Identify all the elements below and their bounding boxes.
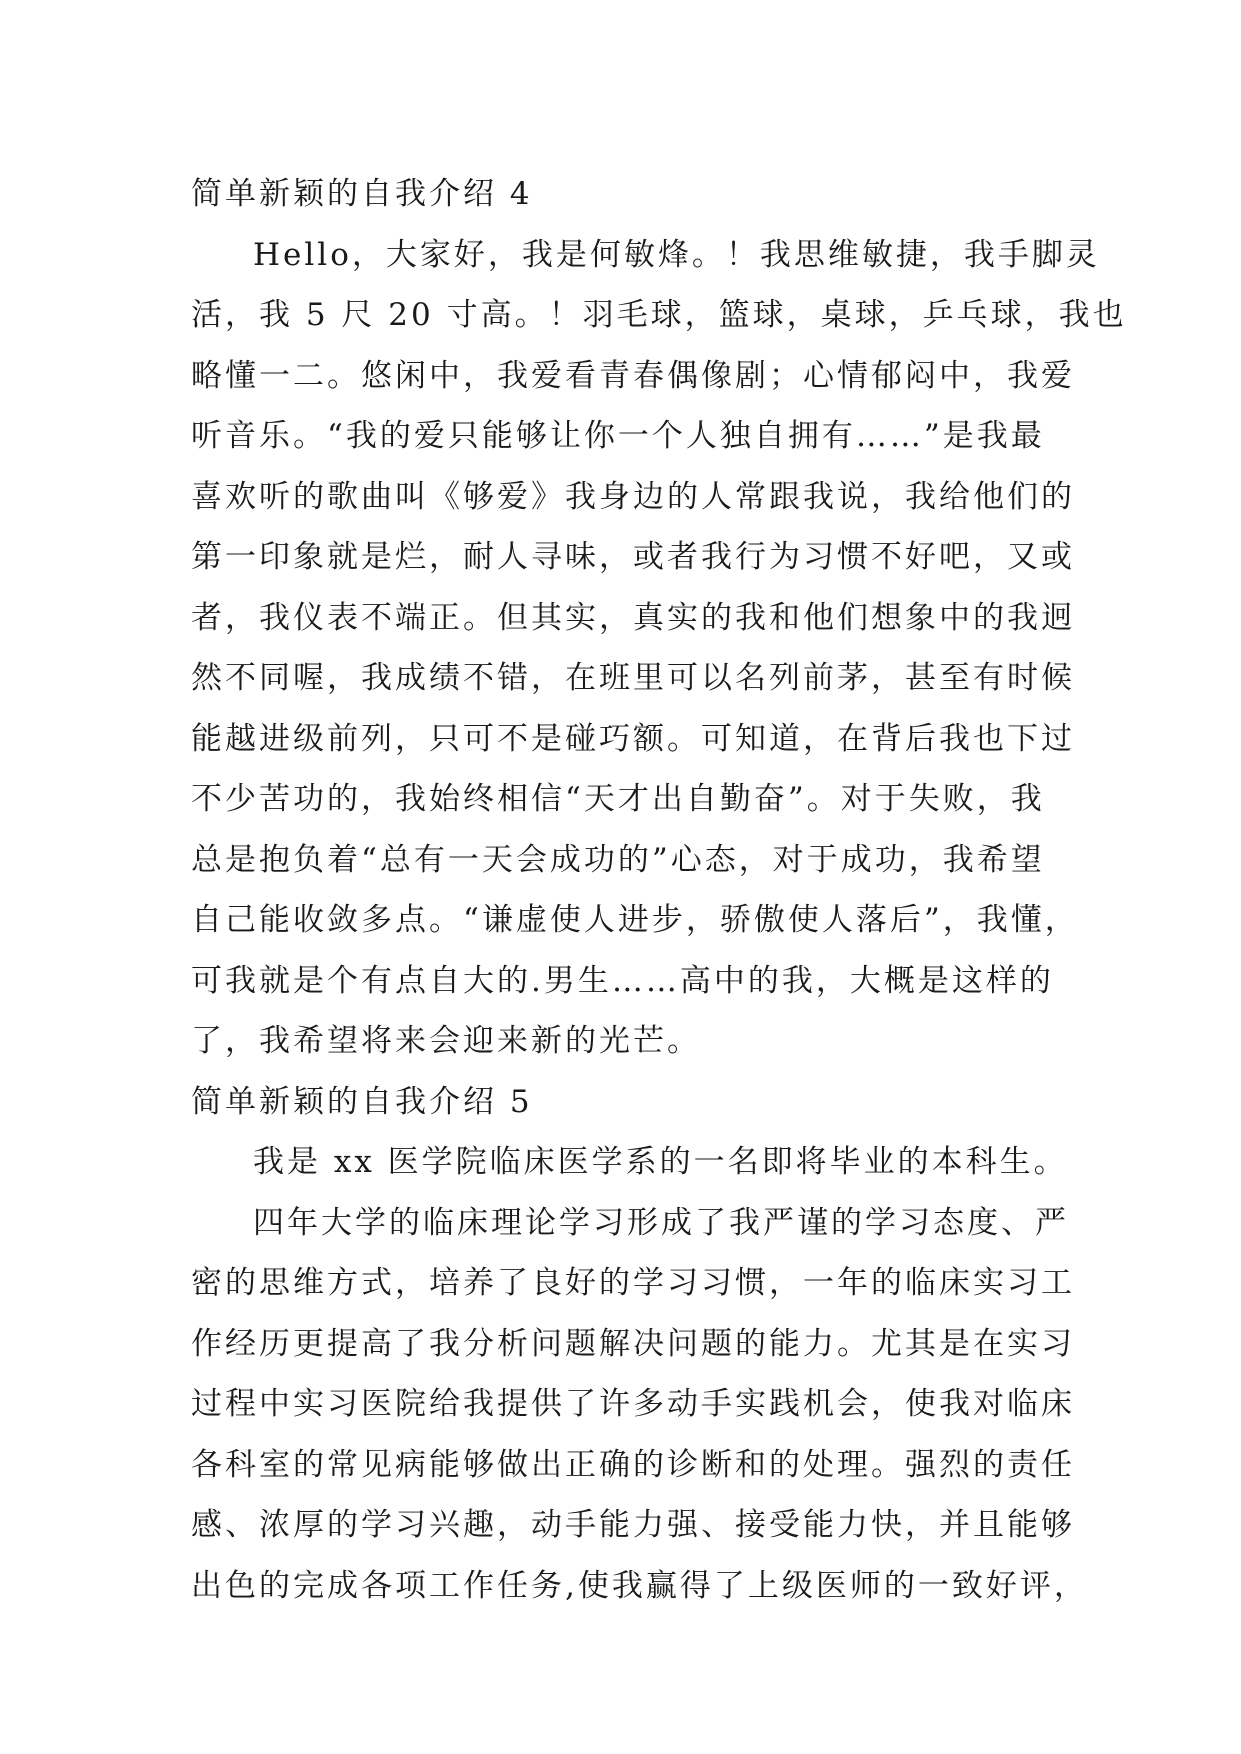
text-line: 听音乐。“我的爱只能够让你一个人独自拥有……”是我最 [191, 418, 1045, 454]
text-line: 不少苦功的，我始终相信“天才出自勤奋”。对于失败，我 [191, 781, 1045, 817]
text-line: 活，我 5 尺 20 寸高。！羽毛球，篮球，桌球，乒乓球，我也 [191, 297, 1127, 333]
text-line: 密的思维方式，培养了良好的学习习惯，一年的临床实习工 [191, 1265, 1075, 1301]
text-line: 出色的完成各项工作任务,使我赢得了上级医师的一致好评， [191, 1567, 1088, 1604]
text-line: 各科室的常见病能够做出正确的诊断和的处理。强烈的责任 [191, 1446, 1075, 1483]
text-line: 可我就是个有点自大的.男生……高中的我，大概是这样的 [191, 962, 1054, 999]
section-heading: 简单新颖的自我介绍 5 [191, 1083, 533, 1120]
text-line: 自己能收敛多点。“谦虚使人进步，骄傲使人落后”，我懂， [191, 902, 1079, 938]
text-line: 然不同喔，我成绩不错，在班里可以名列前茅，甚至有时候 [191, 660, 1075, 696]
text-line: 感、浓厚的学习兴趣，动手能力强、接受能力快，并且能够 [191, 1507, 1075, 1543]
text-line: 四年大学的临床理论学习形成了我严谨的学习态度、严 [253, 1204, 1069, 1241]
text-line: 我是 xx 医学院临床医学系的一名即将毕业的本科生。 [253, 1144, 1068, 1180]
text-line: 略懂一二。悠闲中，我爱看青春偶像剧；心情郁闷中，我爱 [191, 357, 1075, 394]
text-line: 作经历更提高了我分析问题解决问题的能力。尤其是在实习 [191, 1325, 1075, 1362]
paragraph [191, 1193, 1088, 1617]
text-line: 总是抱负着“总有一天会成功的”心态，对于成功，我希望 [191, 841, 1045, 878]
text-line: Hello，大家好，我是何敏烽。！我思维敏捷，我手脚灵 [253, 236, 1100, 273]
text-line: 能越进级前列，只可不是碰巧额。可知道，在背后我也下过 [191, 720, 1075, 757]
document-page [191, 164, 1127, 1616]
text-line: 过程中实习医院给我提供了许多动手实践机会，使我对临床 [191, 1386, 1075, 1422]
section-heading: 简单新颖的自我介绍 4 [191, 176, 533, 212]
text-line: 喜欢听的歌曲叫《够爱》我身边的人常跟我说，我给他们的 [191, 478, 1075, 515]
text-line: 者，我仪表不端正。但其实，真实的我和他们想象中的我迥 [191, 599, 1075, 636]
paragraph [191, 1132, 1068, 1193]
paragraph [191, 225, 1127, 1072]
text-line: 了，我希望将来会迎来新的光芒。 [191, 1023, 701, 1059]
text-line: 第一印象就是烂，耐人寻味，或者我行为习惯不好吧，又或 [191, 539, 1075, 575]
